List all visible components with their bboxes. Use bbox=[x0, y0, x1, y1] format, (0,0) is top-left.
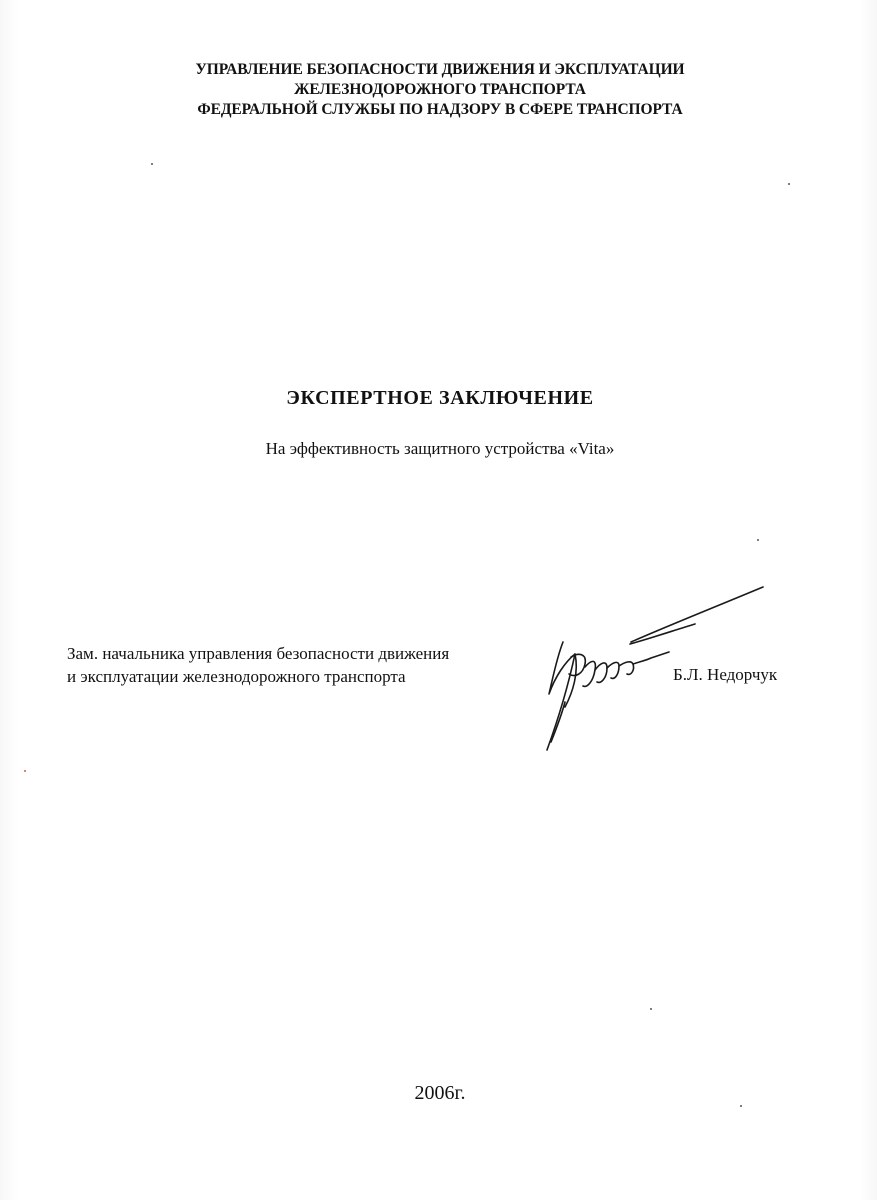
scan-shadow-left bbox=[0, 0, 18, 1200]
position-line-2: и эксплуатации железнодорожного транспорта bbox=[67, 667, 406, 686]
scan-speck bbox=[740, 1105, 742, 1107]
signatory-position bbox=[67, 642, 449, 688]
document-subtitle: На эффективность защитного устройства «Vita» bbox=[265, 439, 615, 458]
scan-speck bbox=[151, 163, 153, 165]
header-line-2: ЖЕЛЕЗНОДОРОЖНОГО ТРАНСПОРТА bbox=[294, 81, 586, 98]
document-title: ЭКСПЕРТНОЕ ЗАКЛЮЧЕНИЕ bbox=[286, 387, 594, 409]
scan-speck bbox=[24, 770, 26, 772]
header-line-1: УПРАВЛЕНИЕ БЕЗОПАСНОСТИ ДВИЖЕНИЯ И ЭКСПЛУАТАЦИИ bbox=[195, 61, 685, 78]
document-year: 2006г. bbox=[414, 1082, 466, 1104]
organization-header bbox=[80, 60, 800, 120]
scan-speck bbox=[788, 183, 790, 185]
scan-speck bbox=[650, 1008, 652, 1010]
header-line-3: ФЕДЕРАЛЬНОЙ СЛУЖБЫ ПО НАДЗОРУ В СФЕРЕ ТРАНСПОРТА bbox=[197, 101, 683, 118]
scan-speck bbox=[757, 539, 759, 541]
signatory-name: Б.Л. Недорчук bbox=[673, 665, 778, 684]
scan-shadow-right bbox=[859, 0, 877, 1200]
position-line-1: Зам. начальника управления безопасности движения bbox=[67, 644, 450, 663]
